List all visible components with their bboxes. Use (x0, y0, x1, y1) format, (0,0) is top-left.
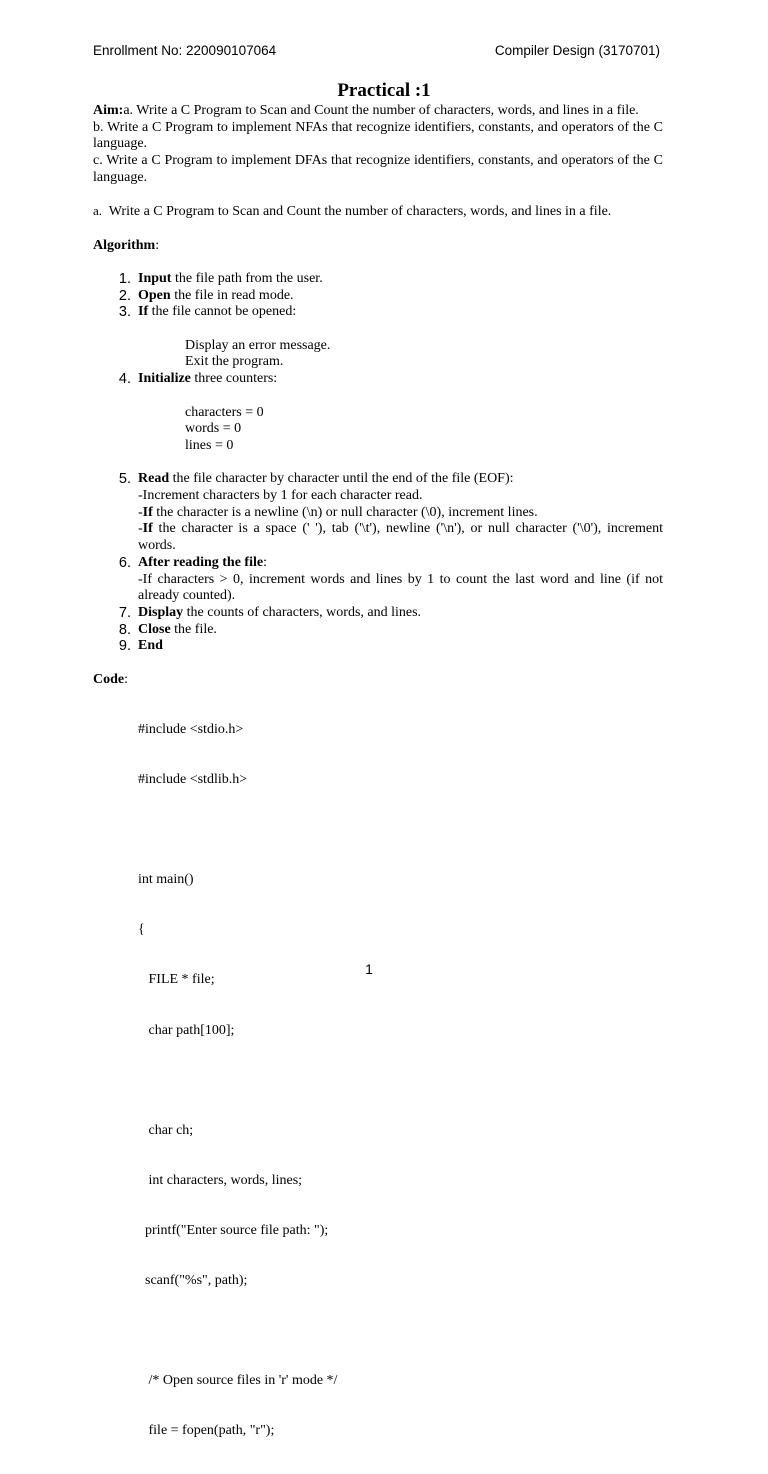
section-a-text: Write a C Program to Scan and Count the number of characters, words, and lines in a file. (108, 204, 612, 220)
code-line: /* Open source files in 'r' mode */ (138, 1373, 338, 1389)
step5-sub-3 (93, 521, 663, 554)
step-text: the file character by character until the end of the file (EOF): (169, 471, 514, 487)
step3-sub-2: Exit the program. (185, 354, 284, 370)
step-text: the file in read mode. (170, 287, 294, 303)
code-line (138, 822, 663, 839)
code-block (93, 689, 663, 1474)
dash: - (138, 504, 143, 520)
algorithm-steps (93, 271, 663, 655)
step-keyword: Input (138, 270, 172, 286)
algorithm-heading (93, 238, 663, 255)
code-heading (93, 672, 663, 689)
code-line: #include <stdlib.h> (138, 772, 248, 788)
step4-sub-2: words = 0 (185, 421, 242, 437)
step-text: the file cannot be opened: (148, 304, 297, 320)
code-colon: : (124, 671, 129, 687)
step-keyword: Open (138, 287, 171, 303)
step4-sub-1: characters = 0 (185, 404, 264, 420)
code-line: printf("Enter source file path: "); (138, 1223, 329, 1238)
code-line (138, 1073, 663, 1090)
list-item (93, 555, 663, 572)
list-item (93, 371, 663, 388)
step-text: the counts of characters, words, and lines. (183, 605, 422, 620)
course-name: Compiler Design (3170701) (494, 43, 660, 58)
code-line: char path[100]; (138, 1022, 235, 1038)
step3-sub-1: Display an error message. (185, 337, 331, 353)
step-keyword: Close (138, 621, 171, 637)
page-title: Practical :1 (337, 80, 431, 101)
step-number: 6. (118, 554, 131, 571)
page-header (93, 43, 660, 61)
step-text: three counters: (190, 371, 278, 387)
enrollment-number: Enrollment No: 220090107064 (93, 43, 277, 58)
list-item (93, 622, 663, 639)
algorithm-label: Algorithm (93, 237, 156, 253)
aim-c: c. Write a C Program to implement DFAs that recognize identifiers, constants, and operators of the C language. (93, 153, 663, 185)
step-number: 2. (118, 287, 131, 304)
step-number: 5. (118, 471, 131, 488)
if-keyword: If (142, 521, 153, 537)
page-number: 1 (365, 961, 373, 977)
step-number: 1. (118, 270, 131, 287)
document-body (93, 103, 663, 1474)
list-item (93, 288, 663, 305)
code-line: #include <stdio.h> (138, 721, 244, 737)
step-keyword: Read (138, 471, 170, 487)
code-line: { (138, 922, 145, 938)
if-keyword: If (142, 504, 153, 520)
step-number: 4. (118, 371, 131, 388)
code-label: Code (93, 671, 125, 687)
code-line: file = fopen(path, "r"); (138, 1423, 275, 1439)
algorithm-colon: : (155, 237, 160, 253)
step-number: 9. (118, 638, 131, 655)
code-line: char ch; (138, 1122, 194, 1138)
step5-sub-2-text: the character is a newline (\n) or null character (\0), increment lines. (152, 504, 538, 520)
step5-sub-1: -Increment characters by 1 for each character read. (138, 488, 423, 504)
step6-sub: -If characters > 0, increment words and lines by 1 to count the last word and line (if not already counted). (138, 571, 663, 604)
step-keyword: If (138, 304, 149, 320)
code-line: scanf("%s", path); (138, 1273, 248, 1289)
step5-sub-2 (93, 505, 663, 522)
step-keyword: Initialize (138, 371, 191, 387)
aim-a (93, 103, 663, 120)
step-number: 7. (118, 605, 131, 621)
step-keyword: End (138, 638, 163, 654)
step4-sub-3: lines = 0 (185, 437, 234, 453)
step-text: : (263, 554, 267, 570)
step-text: the file. (170, 621, 217, 637)
dash: - (138, 521, 143, 537)
step-keyword: After reading the file (138, 554, 264, 570)
aim-label: Aim: (93, 103, 124, 118)
code-line (138, 1323, 663, 1340)
section-a-marker: a. (93, 203, 103, 219)
step-number: 3. (118, 304, 131, 321)
code-line: FILE * file; (138, 972, 215, 988)
step-number: 8. (118, 621, 131, 638)
list-item (93, 304, 663, 321)
list-item (93, 605, 663, 622)
aim-a-text: a. Write a C Program to Scan and Count the number of characters, words, and lines in a file. (123, 103, 639, 118)
list-item (93, 638, 663, 655)
step-keyword: Display (138, 605, 184, 620)
code-line: int characters, words, lines; (138, 1172, 303, 1188)
code-line: int main() (138, 872, 194, 888)
section-a-heading (93, 203, 663, 221)
step5-sub-3-text: the character is a space (' '), tab ('\t'), newline ('\n'), or null character ('\0'), increment words. (138, 521, 663, 554)
list-item (93, 271, 663, 288)
list-item (93, 471, 663, 488)
step-text: the file path from the user. (171, 270, 323, 286)
aim-b: b. Write a C Program to implement NFAs that recognize identifiers, constants, and operators of the C language. (93, 119, 663, 152)
